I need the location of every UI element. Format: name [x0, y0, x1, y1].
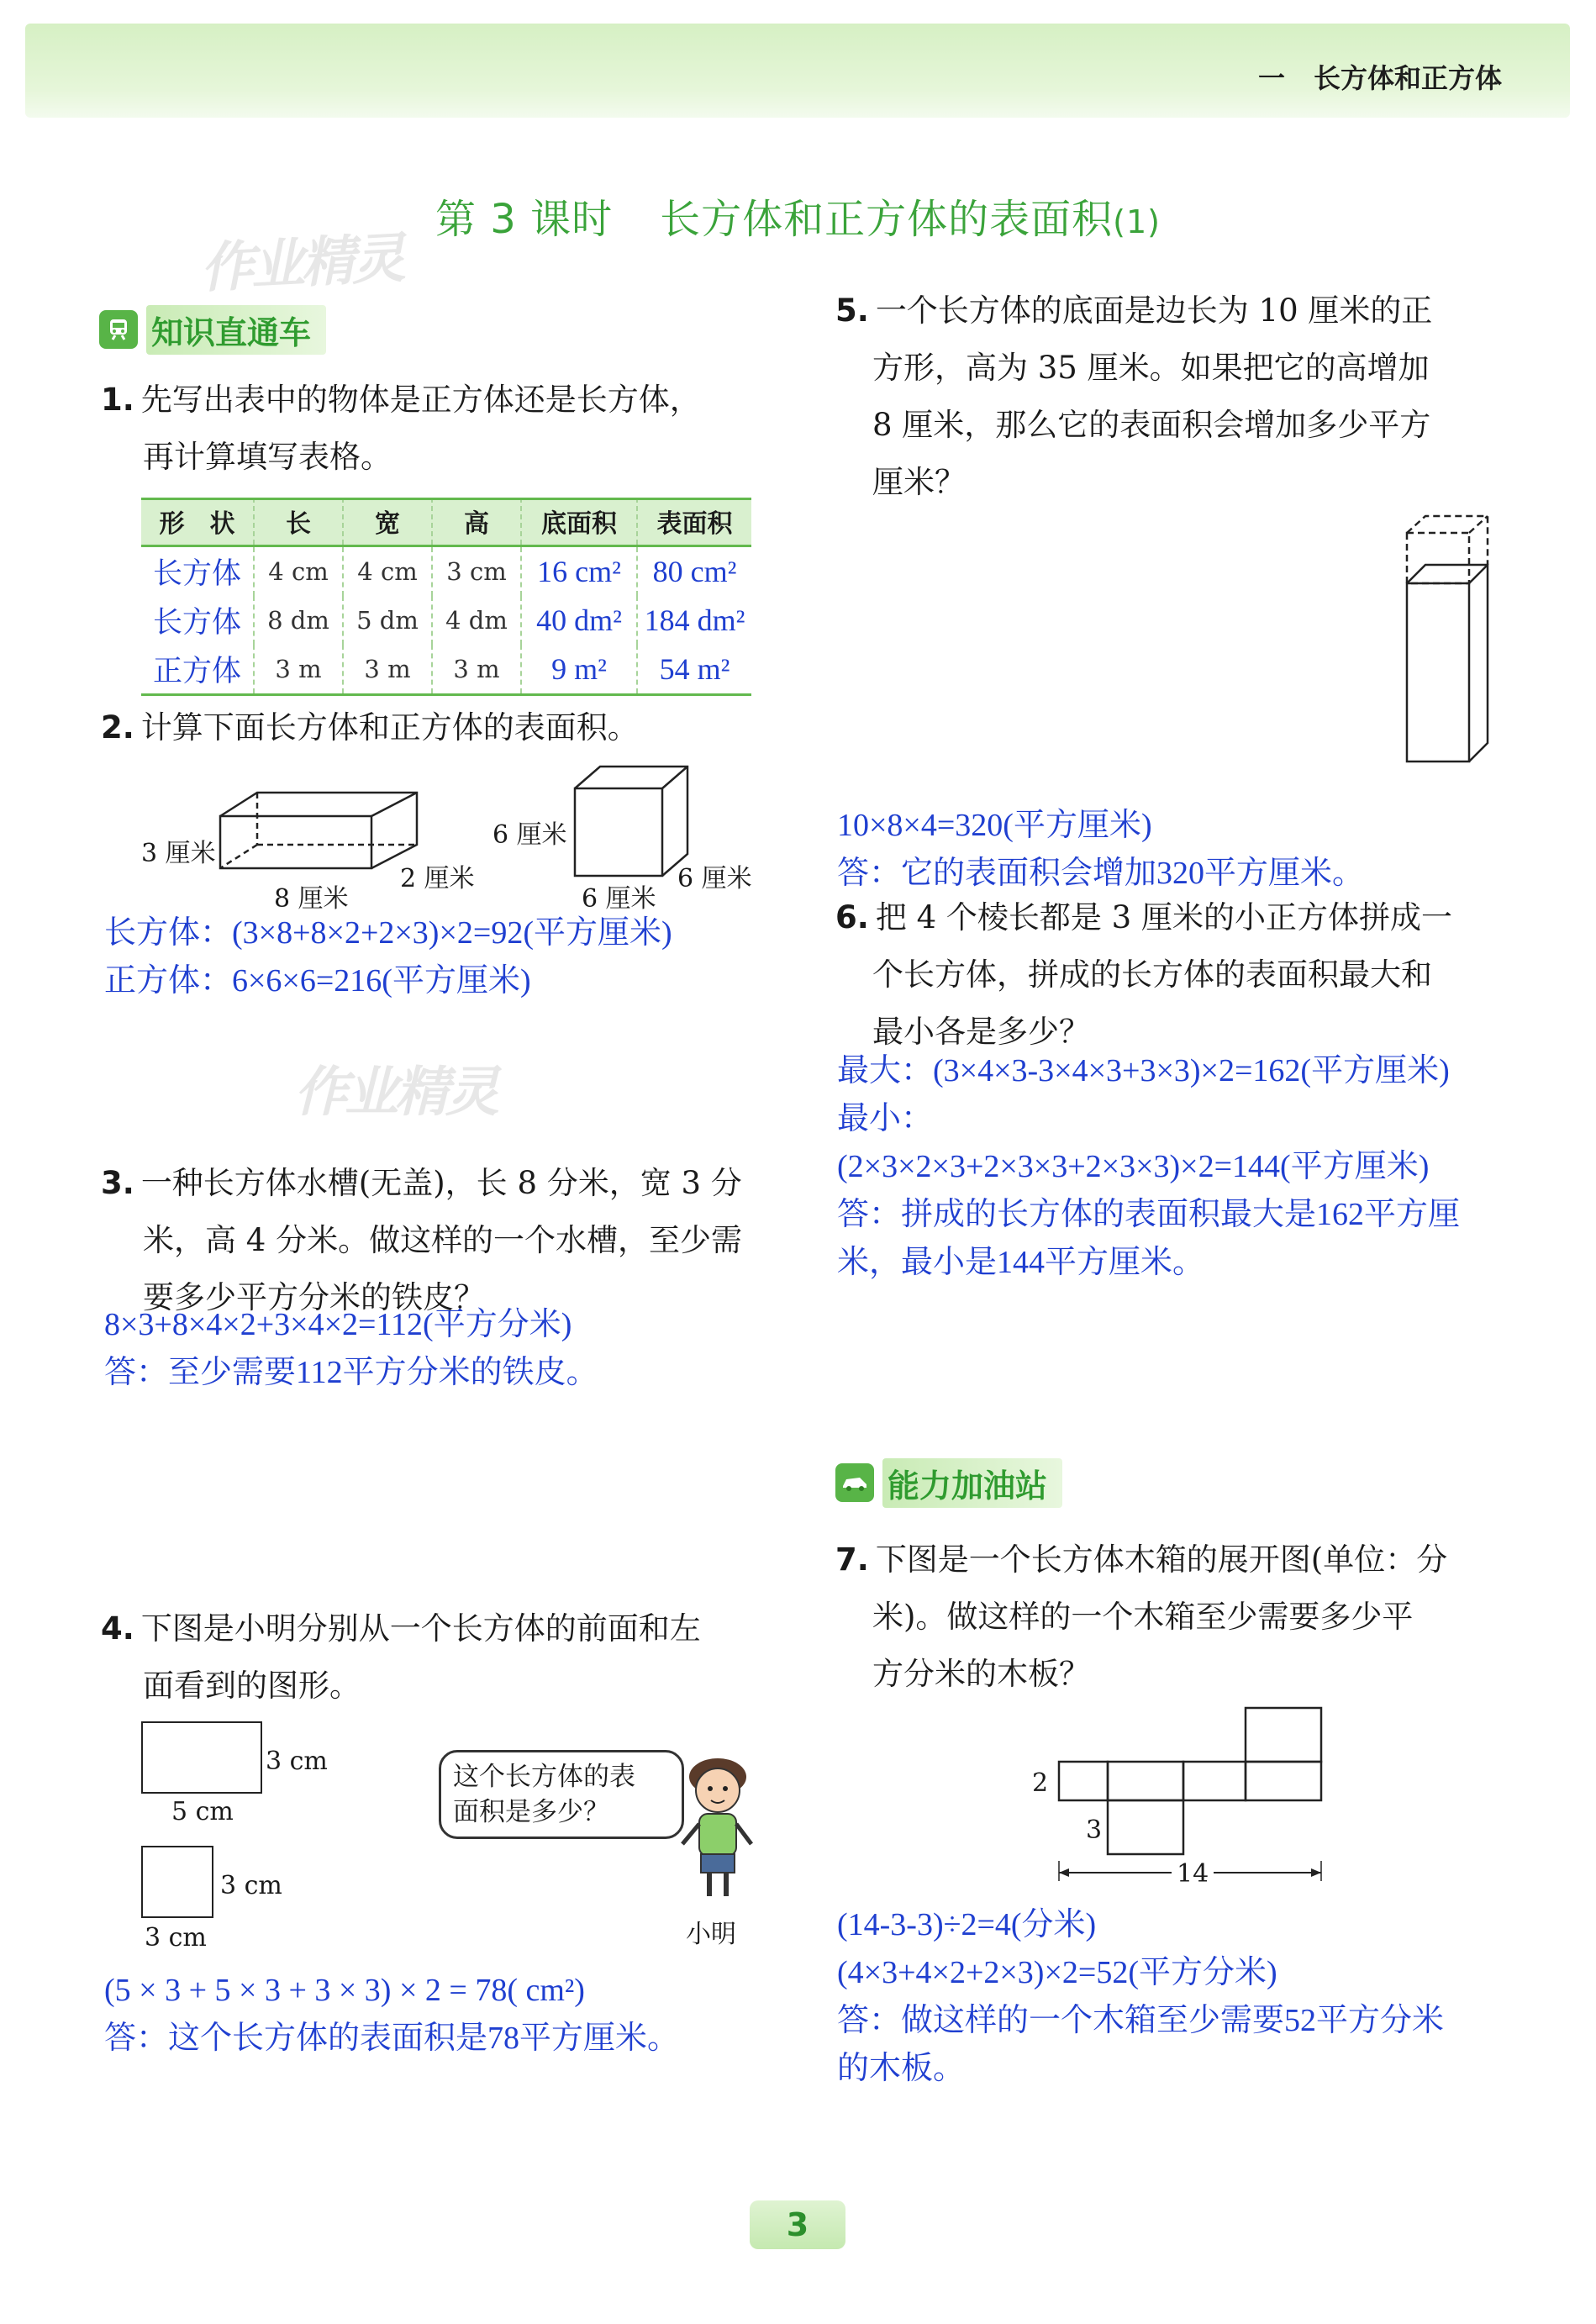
net-label-2: 2	[1032, 1768, 1049, 1798]
answer-line: 正方体：6×6×6=216(平方厘米)	[104, 963, 531, 999]
answer-line: 10×8×4=320(平方厘米)	[837, 808, 1152, 843]
cell-height: 4 dm	[432, 596, 521, 645]
section-ability-label: 能力加油站	[882, 1458, 1062, 1508]
table-header-row	[141, 498, 751, 546]
q6-answer	[837, 1047, 1460, 1287]
cell-width: 5 dm	[343, 596, 432, 645]
q3-number: 3.	[101, 1165, 134, 1201]
section-ability	[835, 1461, 1062, 1505]
table-row	[141, 645, 751, 695]
q7-text	[835, 1531, 1447, 1703]
q4-number: 4.	[101, 1610, 134, 1647]
cell-surface-area: 54 m²	[637, 645, 751, 695]
lesson-part: (1)	[1113, 203, 1161, 240]
q7-number: 7.	[835, 1541, 869, 1578]
answer-line: 答：它的表面积会增加320平方厘米。	[837, 856, 1365, 891]
train-icon	[99, 310, 138, 349]
q7-line2: 米)。做这样的一个木箱至少需要多少平	[872, 1599, 1414, 1635]
net-label-14: 14	[1172, 1859, 1214, 1889]
answer-line: 的木板。	[837, 2051, 966, 2086]
front-view-rect	[141, 1721, 262, 1794]
side-view-width: 3 cm	[145, 1923, 207, 1952]
q6-number: 6.	[835, 899, 869, 935]
q5-number: 5.	[835, 292, 869, 329]
cell-shape: 长方体	[152, 606, 241, 640]
page-number: 3	[750, 2200, 845, 2249]
q3-line1: 一种长方体水槽(无盖)，长 8 分米，宽 3 分	[140, 1165, 742, 1201]
bubble-line: 面积是多少？	[453, 1797, 609, 1827]
q4-text	[101, 1600, 701, 1715]
q5-line2: 方形，高为 35 厘米。如果把它的高增加	[872, 350, 1430, 386]
answer-line: 答：拼成的长方体的表面积最大是162平方厘	[837, 1197, 1461, 1232]
q1-line2: 再计算填写表格。	[143, 439, 392, 475]
q5-text	[835, 282, 1432, 511]
table-header: 底面积	[521, 498, 637, 546]
chapter-header	[1258, 57, 1502, 96]
front-view-width: 5 cm	[171, 1797, 234, 1826]
q5-line4: 厘米？	[872, 464, 966, 500]
section-knowledge	[99, 308, 326, 351]
q7-line3: 方分米的木板？	[872, 1656, 1090, 1692]
answer-line: (4×3+4×2+2×3)×2=52(平方分米)	[837, 1955, 1277, 1990]
answer-line: 答：至少需要112平方分米的铁皮。	[104, 1355, 598, 1390]
section-knowledge-label: 知识直通车	[146, 305, 326, 355]
tall-prism-figure	[1404, 513, 1491, 765]
q6-line1: 把 4 个棱长都是 3 厘米的小正方体拼成一	[875, 899, 1452, 935]
table-header: 宽	[343, 498, 432, 546]
cube-length-label: 6 厘米	[582, 884, 656, 914]
lesson-name: 长方体和正方体的表面积	[660, 196, 1114, 243]
car-icon	[835, 1463, 874, 1502]
cuboid-width-label: 2 厘米	[400, 864, 475, 893]
cell-height: 3 m	[432, 645, 521, 695]
q2-text	[101, 699, 639, 756]
table-row	[141, 546, 751, 597]
table-row	[141, 596, 751, 645]
q2-line1: 计算下面长方体和正方体的表面积。	[140, 709, 639, 746]
q5-answer	[837, 802, 1364, 898]
q3-line3: 要多少平方分米的铁皮？	[143, 1279, 485, 1315]
net-label-3: 3	[1086, 1815, 1103, 1845]
cube-width-label: 6 厘米	[677, 864, 752, 893]
boy-illustration	[671, 1747, 763, 1906]
cuboid-length-label: 8 厘米	[274, 884, 349, 914]
q2-answer	[104, 909, 672, 1005]
q6-line3: 最小各是多少？	[872, 1014, 1090, 1050]
answer-line: 长方体：(3×8+8×2+2×3)×2=92(平方厘米)	[104, 915, 672, 951]
answer-line: (14-3-3)÷2=4(分米)	[837, 1907, 1097, 1942]
lesson-prefix: 第 3 课时	[435, 196, 614, 243]
watermark: 作业精灵	[198, 227, 404, 301]
cell-surface-area: 184 dm²	[637, 596, 751, 645]
chapter-title: 长方体和正方体	[1313, 62, 1502, 94]
cell-height: 3 cm	[432, 546, 521, 597]
q1-text	[101, 372, 701, 486]
character-name: 小明	[686, 1920, 736, 1949]
side-view-rect	[141, 1846, 213, 1918]
cell-length: 4 cm	[254, 546, 343, 597]
q2-number: 2.	[101, 709, 134, 746]
q7-line1: 下图是一个长方体木箱的展开图(单位：分	[875, 1541, 1448, 1578]
q4-answer	[104, 1967, 679, 2063]
cuboid-height-label: 3 厘米	[141, 839, 216, 868]
cell-shape: 长方体	[141, 546, 254, 597]
table-header: 长	[254, 498, 343, 546]
q4-line1: 下图是小明分别从一个长方体的前面和左	[140, 1610, 701, 1647]
answer-line: 米，最小是144平方厘米。	[837, 1245, 1205, 1280]
answer-line: 最小：	[837, 1101, 934, 1136]
box-net-figure	[1056, 1705, 1325, 1881]
answer-line: 答：这个长方体的表面积是78平方厘米。	[104, 2021, 680, 2056]
q1-line1: 先写出表中的物体是正方体还是长方体，	[140, 382, 701, 418]
cell-length: 3 m	[254, 645, 343, 695]
q1-table	[141, 498, 751, 696]
table-header: 形 状	[141, 498, 254, 546]
q5-line3: 8 厘米，那么它的表面积会增加多少平方	[872, 407, 1431, 443]
q3-line2: 米，高 4 分米。做这样的一个水槽，至少需	[143, 1222, 743, 1258]
answer-line: (2×3×2×3+2×3×3+2×3×3)×2=144(平方厘米)	[837, 1149, 1430, 1184]
table-header: 高	[432, 498, 521, 546]
side-view-height: 3 cm	[220, 1871, 282, 1900]
chapter-number: 一	[1257, 62, 1285, 94]
bubble-line: 这个长方体的表	[453, 1762, 635, 1792]
cell-base-area: 9 m²	[521, 645, 637, 695]
front-view-height: 3 cm	[266, 1747, 328, 1776]
q5-line1: 一个长方体的底面是边长为 10 厘米的正	[875, 292, 1433, 329]
cell-base-area: 16 cm²	[521, 546, 637, 597]
q6-line2: 个长方体，拼成的长方体的表面积最大和	[872, 956, 1432, 993]
cube-height-label: 6 厘米	[492, 820, 567, 850]
answer-line: 最大：(3×4×3-3×4×3+3×3)×2=162(平方厘米)	[837, 1053, 1450, 1088]
q1-number: 1.	[101, 382, 134, 418]
q6-text	[835, 889, 1452, 1061]
cell-base-area: 40 dm²	[521, 596, 637, 645]
q3-answer	[104, 1301, 598, 1397]
cell-width: 4 cm	[343, 546, 432, 597]
speech-bubble	[439, 1750, 684, 1839]
q4-line2: 面看到的图形。	[143, 1668, 361, 1704]
answer-line: 答：做这样的一个木箱至少需要52平方分米	[837, 2003, 1445, 2038]
watermark: 作业精灵	[294, 1062, 496, 1124]
cell-length: 8 dm	[254, 596, 343, 645]
table-header: 表面积	[637, 498, 751, 546]
cell-width: 3 m	[343, 645, 432, 695]
answer-line: 8×3+8×4×2+3×4×2=112(平方分米)	[104, 1307, 572, 1342]
answer-line: (5 × 3 + 5 × 3 + 3 × 3) × 2 = 78( cm²)	[104, 1973, 585, 2008]
cell-shape: 正方体	[152, 655, 241, 688]
q7-answer	[837, 1901, 1444, 2093]
cell-surface-area: 80 cm²	[637, 546, 751, 597]
